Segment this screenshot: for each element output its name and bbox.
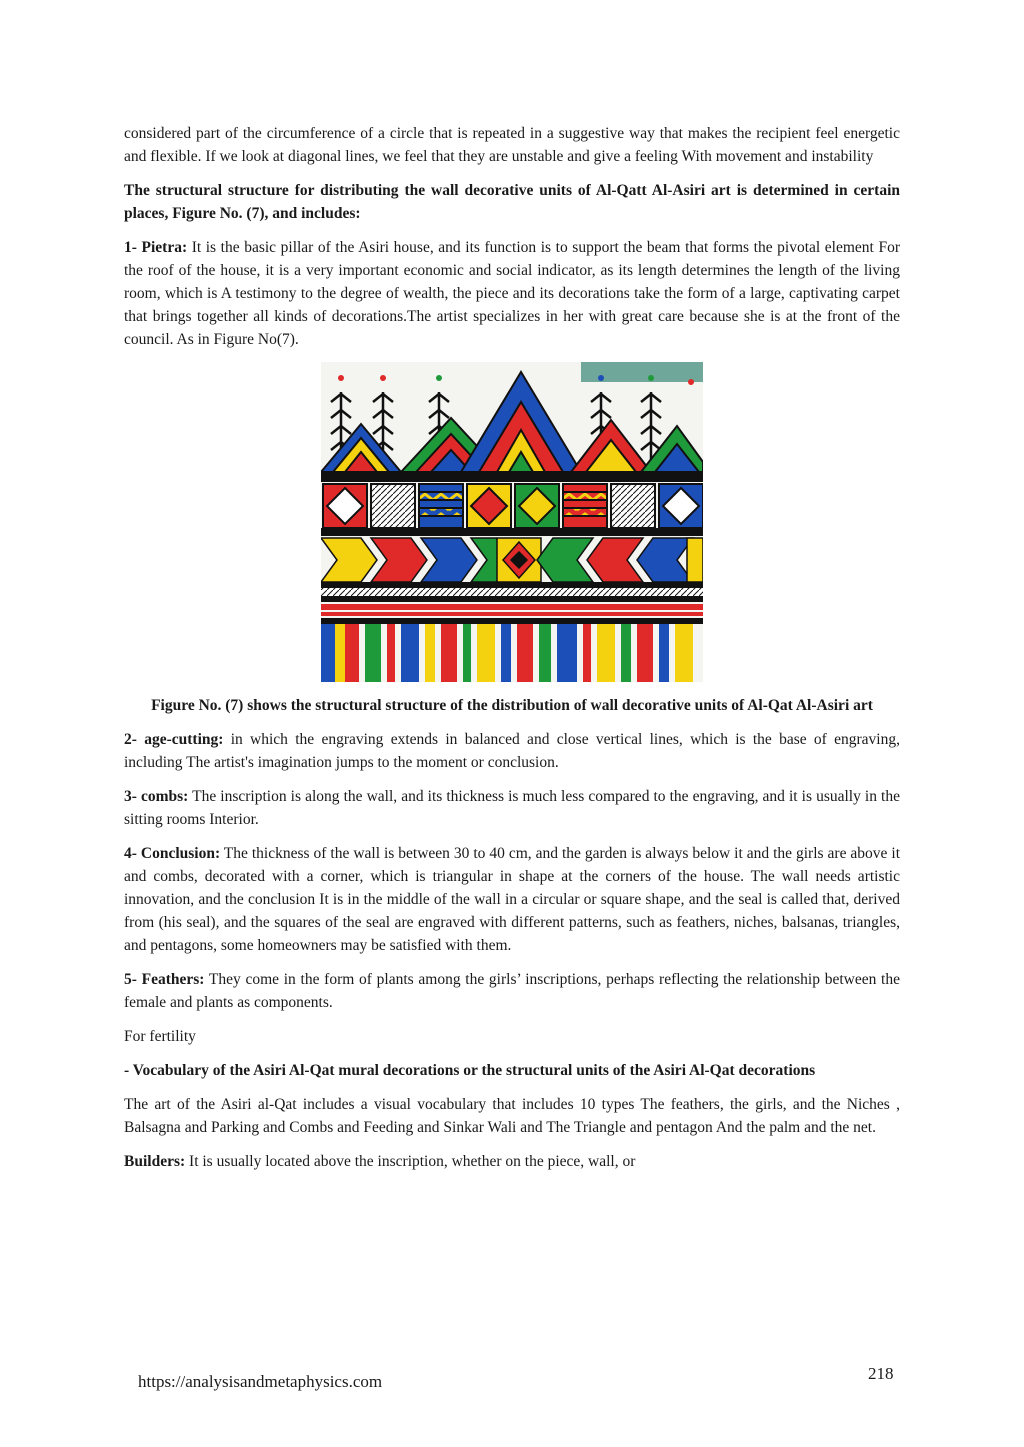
paragraph-intro: considered part of the circumference of a circle that is repeated in a suggestive way that makes the recipient feel energetic and flexible. If we look at diagonal lines, we feel that they are unstable and give a feeling With movement and instability <box>124 125 900 165</box>
term-label: 5- Feathers: <box>124 971 205 988</box>
list-item-age-cutting <box>124 728 900 774</box>
term-text: They come in the form of plants among the girls’ inscriptions, perhaps reflecting the relationship between the female and plants as components. <box>124 971 900 1011</box>
term-text: in which the engraving extends in balanced and close vertical lines, which is the base of engraving, including The artist's imagination jumps to the moment or conclusion. <box>124 731 900 771</box>
term-text: The thickness of the wall is between 30 to 40 cm, and the garden is always below it and the girls are above it and combs, decorated with a corner, which is triangular in shape at the corners of the house. The wall needs artistic innovation, and the conclusion It is in the middle of the wall in a circular or square shape, and the seal is called that, derived from (his seal), and the squares of the seal are engraved with different patterns, such as feathers, niches, balsanas, triangles, and pentagons, some homeowners may be satisfied with them. <box>124 845 901 954</box>
footer-url-link[interactable]: https://analysisandmetaphysics.com <box>138 1372 383 1391</box>
paragraph-fertility: For fertility <box>124 1028 196 1045</box>
term-text: It is usually located above the inscription, whether on the piece, wall, or <box>185 1153 636 1170</box>
figure-7-qatt-asiri-mural <box>321 362 703 682</box>
term-text: It is the basic pillar of the Asiri house, and its function is to support the beam that forms the pivotal element For the roof of the house, it is a very important economic and social indicator, as its length determines the length of the living room, which is A testimony to the degree of wealth, the piece and its decorations take the form of a large, captivating carpet that brings together all kinds of decorations.The artist specializes in her with great care because she is at the front of the council. As in Figure No(7). <box>124 239 900 348</box>
black-band <box>321 472 703 482</box>
section-heading-vocabulary: - Vocabulary of the Asiri Al-Qat mural decorations or the structural units of the Asiri Al-Qat decorations <box>124 1062 816 1079</box>
paragraph-builders <box>124 1150 900 1173</box>
list-item-feathers <box>124 968 900 1014</box>
figure-caption: Figure No. (7) shows the structural structure of the distribution of wall decorative units of Al-Qat Al-Asiri art <box>151 697 873 714</box>
page-number: 218 <box>868 1364 894 1383</box>
list-item-combs <box>124 785 900 831</box>
term-text: The inscription is along the wall, and its thickness is much less compared to the engraving, and it is usually in the sitting rooms Interior. <box>124 788 900 828</box>
list-item-pietra <box>124 236 900 351</box>
section-heading-structure: The structural structure for distributing the wall decorative units of Al-Qatt Al-Asiri art is determined in certain places, Figure No. (7), and includes: <box>124 182 900 222</box>
term-label: 3- combs: <box>124 788 189 805</box>
page-content <box>124 122 900 1184</box>
term-label: 4- Conclusion: <box>124 845 221 862</box>
list-item-conclusion <box>124 842 900 957</box>
vertical-stripe-band <box>321 624 693 682</box>
term-label: 1- Pietra: <box>124 239 188 256</box>
paragraph-vocabulary: The art of the Asiri al-Qat includes a visual vocabulary that includes 10 types The feathers, the girls, and the Niches , Balsagna and Parking and Combs and Feeding and Sinkar Wali and The Triangle and pentagon And the palm and the net. <box>124 1096 900 1136</box>
term-label: Builders: <box>124 1153 186 1170</box>
term-label: 2- age-cutting: <box>124 731 224 748</box>
